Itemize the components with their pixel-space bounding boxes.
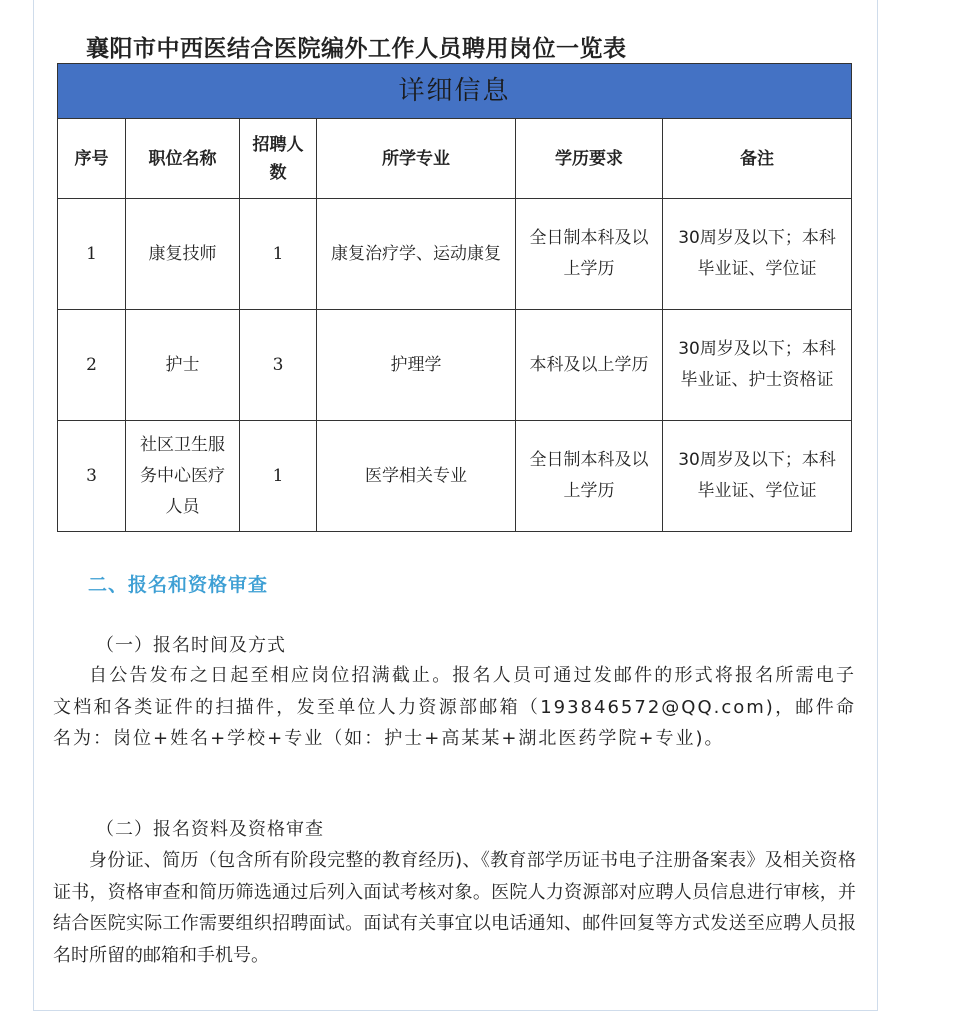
- cell-count: 3: [240, 310, 317, 421]
- table-row: [58, 421, 852, 532]
- cell-index: 1: [58, 199, 126, 310]
- header-major: 所学专业: [317, 119, 516, 199]
- paragraph-qualification-review: 身份证、简历（包含所有阶段完整的教育经历)、《教育部学历证书电子注册备案表》及相关资格证书，资格审查和简历筛选通过后列入面试考核对象。医院人力资源部对应聘人员信息进行审核，并结合医院实际工作需要组织招聘面试。面试有关事宜以电话通知、邮件回复等方式发送至应聘人员报名时所留的邮箱和手机号。: [53, 850, 856, 966]
- cell-index: 2: [58, 310, 126, 421]
- cell-education: 本科及以上学历: [516, 310, 663, 421]
- cell-notes: 30周岁及以下；本科毕业证、学位证: [663, 421, 852, 532]
- document-title: 襄阳市中西医结合医院编外工作人员聘用岗位一览表: [86, 36, 627, 62]
- cell-education: 全日制本科及以上学历: [516, 421, 663, 532]
- cell-notes: 30周岁及以下；本科毕业证、学位证: [663, 199, 852, 310]
- cell-major: 医学相关专业: [317, 421, 516, 532]
- header-education: 学历要求: [516, 119, 663, 199]
- cell-count: 1: [240, 199, 317, 310]
- subheading-qualification-review: （二）报名资料及资格审查: [96, 819, 324, 840]
- subheading-registration-method: （一）报名时间及方式: [96, 635, 286, 656]
- cell-index: 3: [58, 421, 126, 532]
- table-row: [58, 199, 852, 310]
- section-heading-registration: 二、报名和资格审查: [88, 574, 269, 596]
- table-row: [58, 310, 852, 421]
- cell-major: 护理学: [317, 310, 516, 421]
- cell-position: 康复技师: [126, 199, 240, 310]
- header-count: 招聘人数: [240, 119, 317, 199]
- table-header-row: [58, 119, 852, 199]
- cell-notes: 30周岁及以下；本科毕业证、护士资格证: [663, 310, 852, 421]
- cell-major: 康复治疗学、运动康复: [317, 199, 516, 310]
- job-table: [57, 63, 852, 532]
- header-notes: 备注: [663, 119, 852, 199]
- table-banner: 详细信息: [58, 64, 852, 119]
- cell-position: 护士: [126, 310, 240, 421]
- cell-count: 1: [240, 421, 317, 532]
- header-position: 职位名称: [126, 119, 240, 199]
- header-index: 序号: [58, 119, 126, 199]
- cell-education: 全日制本科及以上学历: [516, 199, 663, 310]
- paragraph-registration-method: 自公告发布之日起至相应岗位招满截止。报名人员可通过发邮件的形式将报名所需电子文档和各类证件的扫描件，发至单位人力资源部邮箱（193846572@QQ.com)，邮件命名为：岗位+姓名+学校+专业（如：护士+高某某+湖北医药学院+专业)。: [53, 665, 856, 749]
- cell-position: 社区卫生服务中心医疗人员: [126, 421, 240, 532]
